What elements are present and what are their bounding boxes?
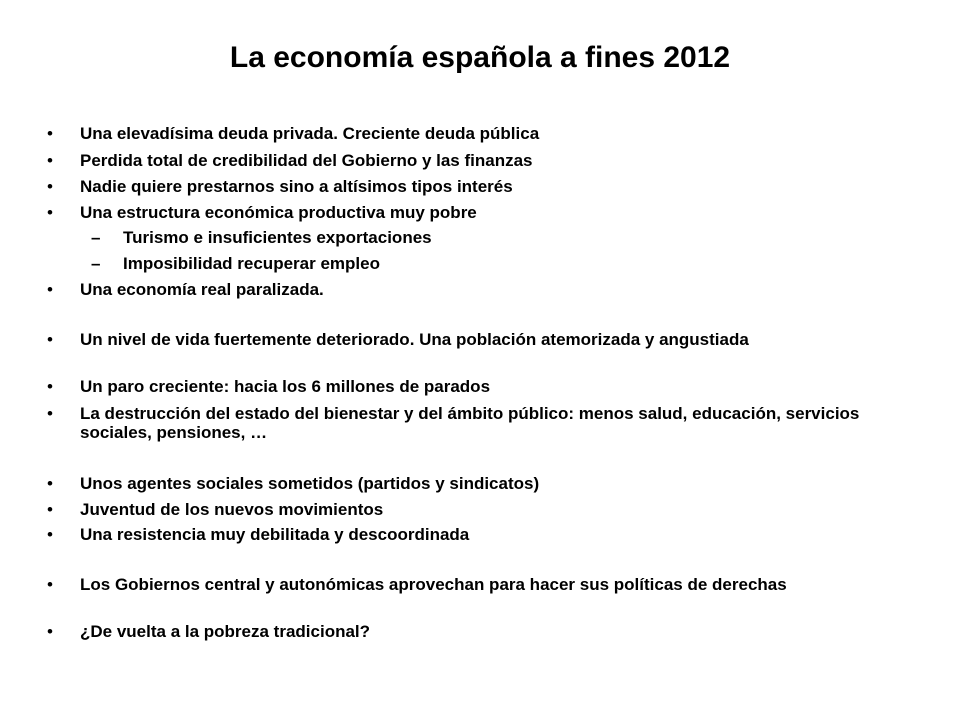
bullet-icon: • bbox=[47, 525, 53, 544]
bullet-icon: • bbox=[47, 404, 53, 423]
bullet-text: Una estructura económica productiva muy pobre bbox=[80, 203, 477, 222]
bullet-text: Los Gobiernos central y autonómicas aprovechan para hacer sus políticas de derechas bbox=[80, 575, 787, 594]
bullet-item bbox=[47, 377, 880, 396]
bullet-text: ¿De vuelta a la pobreza tradicional? bbox=[80, 622, 371, 641]
bullet-item bbox=[47, 203, 880, 222]
bullet-text: Un paro creciente: hacia los 6 millones de parados bbox=[80, 377, 491, 396]
bullet-text: Juventud de los nuevos movimientos bbox=[80, 500, 384, 519]
dash-icon: – bbox=[91, 228, 101, 247]
bullet-text: Una resistencia muy debilitada y descoordinada bbox=[80, 525, 470, 544]
bullet-text: Una economía real paralizada. bbox=[80, 280, 324, 299]
bullet-icon: • bbox=[47, 124, 53, 143]
bullet-item bbox=[47, 280, 880, 299]
bullet-icon: • bbox=[47, 280, 53, 299]
bullet-item bbox=[47, 151, 880, 170]
sub-bullet-item bbox=[91, 228, 863, 247]
bullet-item bbox=[47, 575, 880, 594]
bullet-item bbox=[47, 330, 880, 349]
bullet-icon: • bbox=[47, 151, 53, 170]
bullet-icon: • bbox=[47, 377, 53, 396]
bullet-item bbox=[47, 474, 880, 493]
bullet-icon: • bbox=[47, 330, 53, 349]
bullet-icon: • bbox=[47, 500, 53, 519]
bullet-text: Nadie quiere prestarnos sino a altísimos tipos interés bbox=[80, 177, 513, 196]
bullet-item bbox=[47, 622, 880, 641]
bullet-text: Una elevadísima deuda privada. Creciente deuda pública bbox=[80, 124, 540, 143]
bullet-text: Perdida total de credibilidad del Gobierno y las finanzas bbox=[80, 151, 533, 170]
sub-bullet-item bbox=[91, 254, 863, 273]
bullet-item bbox=[47, 177, 880, 196]
sub-bullet-text: Turismo e insuficientes exportaciones bbox=[123, 228, 432, 247]
bullet-text: La destrucción del estado del bienestar y del ámbito público: menos salud, educación, servicios sociales, pensiones, … bbox=[80, 404, 860, 442]
bullet-text: Unos agentes sociales sometidos (partidos y sindicatos) bbox=[80, 474, 540, 493]
sub-bullet-text: Imposibilidad recuperar empleo bbox=[123, 254, 380, 273]
bullet-item bbox=[47, 124, 880, 143]
bullet-text: Un nivel de vida fuertemente deteriorado. Una población atemorizada y angustiada bbox=[80, 330, 749, 349]
bullet-item bbox=[47, 525, 880, 544]
bullet-item bbox=[47, 500, 880, 519]
bullet-item bbox=[47, 404, 880, 442]
dash-icon: – bbox=[91, 254, 101, 273]
bullet-icon: • bbox=[47, 575, 53, 594]
bullet-icon: • bbox=[47, 474, 53, 493]
bullet-icon: • bbox=[47, 622, 53, 641]
bullet-icon: • bbox=[47, 203, 53, 222]
bullet-icon: • bbox=[47, 177, 53, 196]
slide-title: La economía española a fines 2012 bbox=[229, 41, 731, 74]
